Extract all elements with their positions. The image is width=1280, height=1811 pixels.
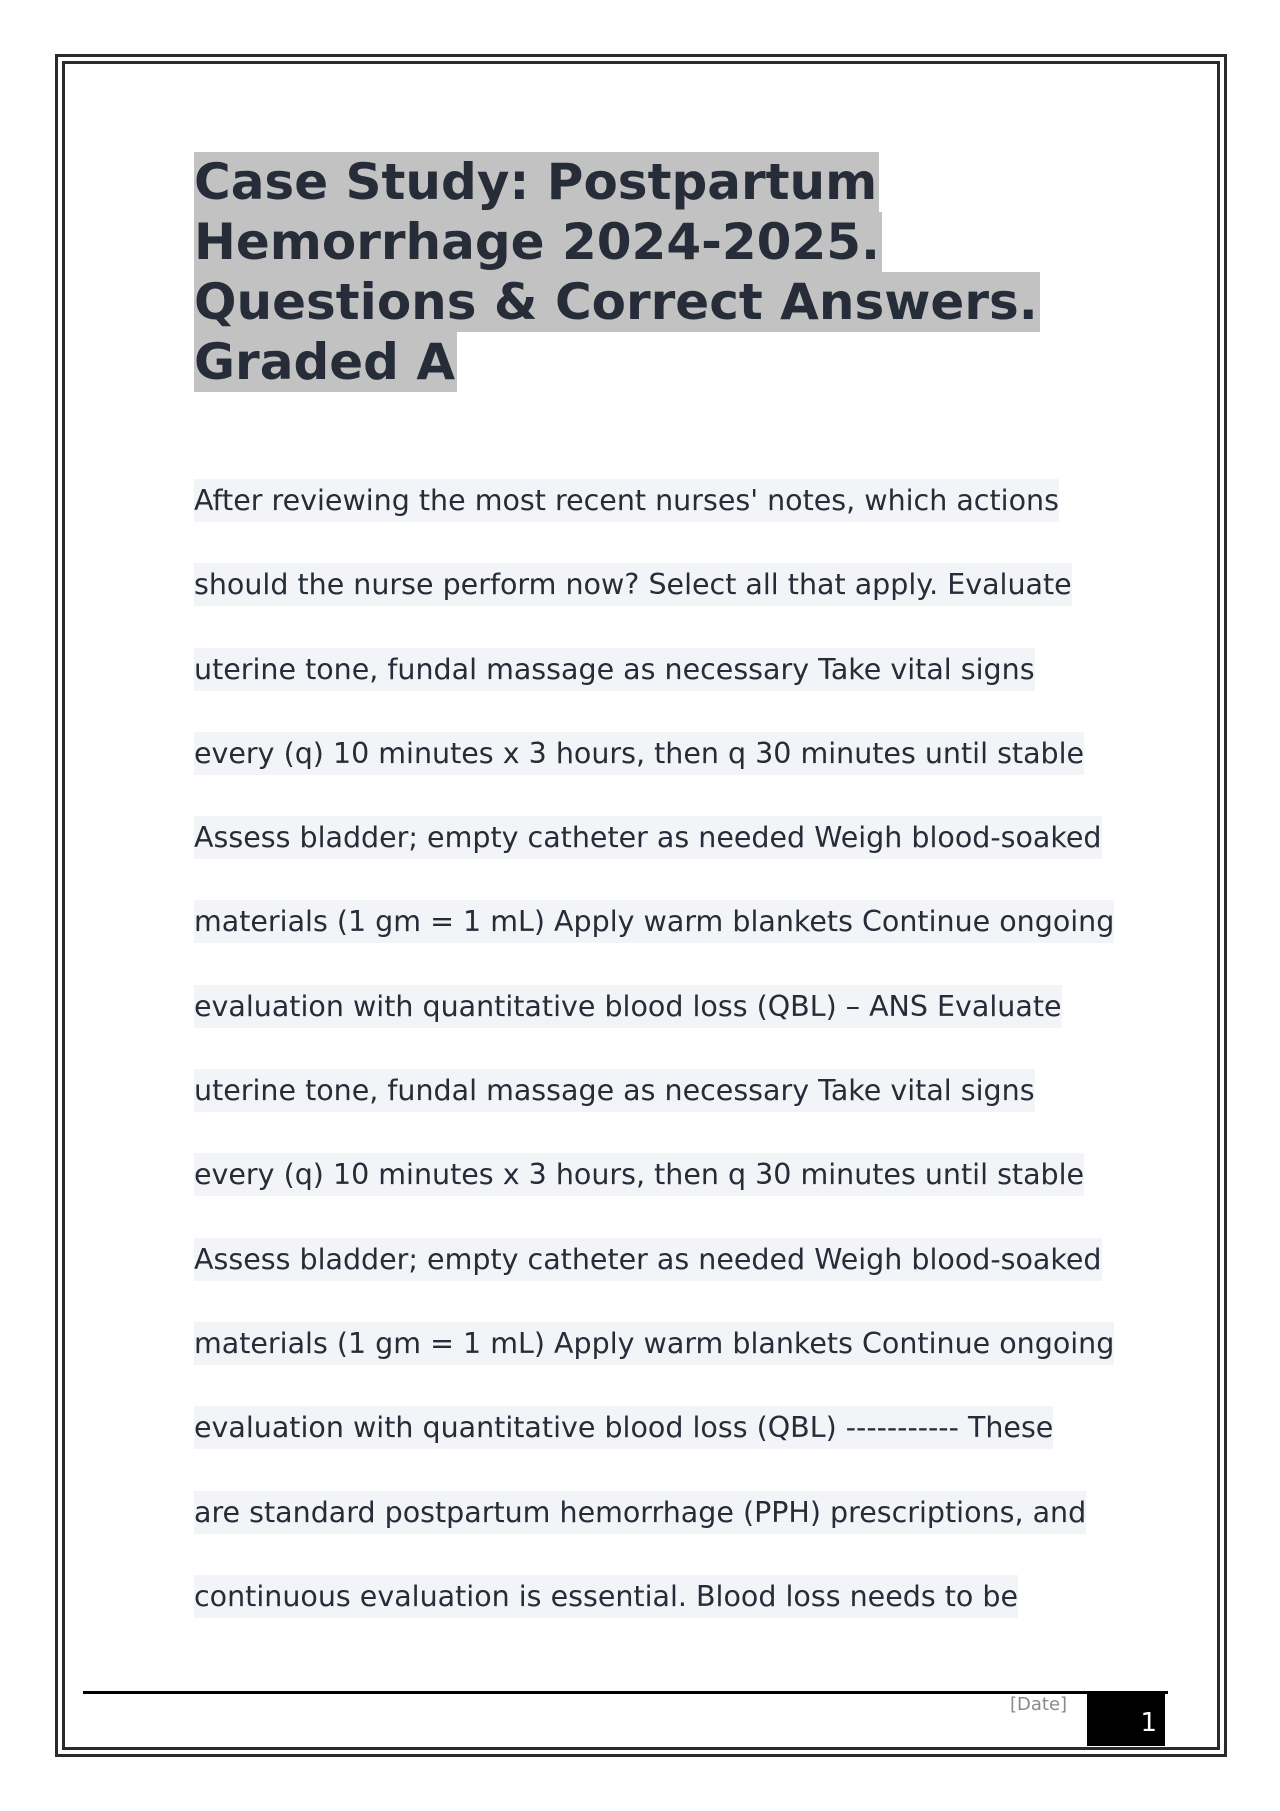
document-body xyxy=(194,479,1115,1659)
body-line: Assess bladder; empty catheter as needed Weigh blood-soaked xyxy=(194,1238,1102,1281)
body-line: materials (1 gm = 1 mL) Apply warm blankets Continue ongoing xyxy=(194,1322,1114,1365)
body-line: continuous evaluation is essential. Blood loss needs to be xyxy=(194,1575,1018,1618)
title-line: Case Study: Postpartum xyxy=(194,153,878,211)
title-line: Graded A xyxy=(194,333,456,391)
body-line: every (q) 10 minutes x 3 hours, then q 30 minutes until stable xyxy=(194,732,1084,775)
document-title xyxy=(194,152,1094,392)
title-line: Hemorrhage 2024-2025. xyxy=(194,213,881,271)
body-line: evaluation with quantitative blood loss (QBL) ----------- These xyxy=(194,1406,1053,1449)
footer-divider xyxy=(83,1691,1168,1694)
title-line: Questions & Correct Answers. xyxy=(194,273,1038,331)
footer-date: [Date] xyxy=(1010,1694,1068,1715)
body-line: uterine tone, fundal massage as necessary Take vital signs xyxy=(194,648,1035,691)
page-number-badge: 1 xyxy=(1087,1694,1165,1746)
body-line: every (q) 10 minutes x 3 hours, then q 30 minutes until stable xyxy=(194,1153,1084,1196)
body-line: uterine tone, fundal massage as necessary Take vital signs xyxy=(194,1069,1035,1112)
body-line: Assess bladder; empty catheter as needed Weigh blood-soaked xyxy=(194,816,1102,859)
body-line: should the nurse perform now? Select all that apply. Evaluate xyxy=(194,563,1072,606)
body-line: are standard postpartum hemorrhage (PPH) prescriptions, and xyxy=(194,1491,1086,1534)
body-line: After reviewing the most recent nurses' notes, which actions xyxy=(194,479,1059,522)
body-line: materials (1 gm = 1 mL) Apply warm blankets Continue ongoing xyxy=(194,900,1114,943)
body-line: evaluation with quantitative blood loss (QBL) – ANS Evaluate xyxy=(194,985,1062,1028)
